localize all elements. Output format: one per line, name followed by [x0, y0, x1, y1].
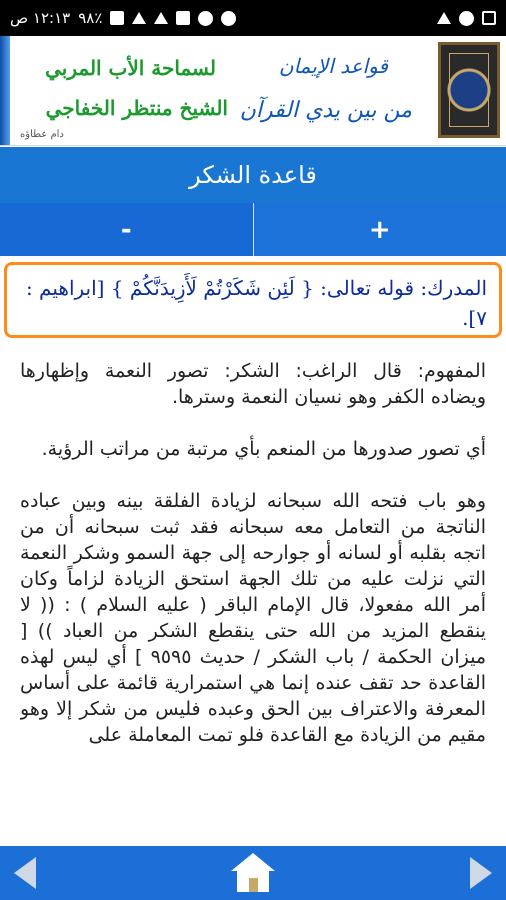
battery-icon — [110, 11, 124, 25]
arrow-right-icon[interactable] — [470, 857, 492, 889]
sim-icon — [176, 11, 190, 25]
page-title: قاعدة الشكر — [0, 147, 506, 203]
font-size-controls — [0, 203, 506, 256]
status-left — [10, 9, 236, 27]
signal-icon — [132, 12, 146, 24]
alarm-icon — [221, 11, 236, 26]
source-box: المدرك: قوله تعالى: { لَئِن شَكَرْتُمْ لَأَزِيدَنَّكُمْ } [ابراهيم : ٧]. — [4, 262, 502, 338]
increase-font-button[interactable]: + — [254, 203, 506, 256]
gallery-icon — [482, 11, 496, 25]
banner-author-line3: دام عطاؤه — [20, 129, 64, 140]
bottom-nav — [0, 846, 506, 900]
banner-title-line1: قواعد الإيمان — [278, 54, 388, 78]
banner-title-line2: من بين يدي القرآن — [239, 98, 412, 123]
arrow-left-icon[interactable] — [14, 857, 36, 889]
app-banner — [0, 36, 506, 146]
wifi-icon — [198, 11, 213, 26]
status-right — [437, 11, 496, 26]
paragraph: وهو باب فتحه الله سبحانه لزيادة الفلقة بينه وبين عباده الناتجة من التعامل معه سبحانه فقد ثبت سبحانه أن من اتجه بقلبه أو لسانه أو جوارحه إلى جهة السمو وشكر النعمة التي نزلت عليه من تلك الجهة استحق الزيادة لزاماً وكان أمر الله مفعولا، قال الإمام الباقر ( عليه السلام ) : (( لا ينقطع المزيد من الله حتى ينقطع الشكر من العباد )) [ ميزان الحكمة / باب الشكر / حديث ٩٥٩٥ ] أي ليس لهذه القاعدة حد تقف عنده إنما هي استمرارية قائمة على أساس المعرفة والاعتراف بين الحق وعبده فليس من شكر إلا وهو مقيم من الزيادة مع القاعدة فلو تمت المعاملة على — [20, 490, 486, 746]
home-icon[interactable] — [231, 853, 275, 893]
banner-author-line2: الشيخ منتظر الخفاجي — [45, 96, 228, 120]
battery-percent: ٩٨٪ — [78, 9, 103, 27]
article-content[interactable] — [20, 358, 486, 846]
banner-author-line1: لسماحة الأب المربي — [45, 56, 216, 80]
banner-stripe — [0, 36, 10, 145]
decrease-font-button[interactable]: - — [0, 203, 254, 256]
facebook-icon — [459, 11, 474, 26]
signal-icon-2 — [154, 12, 168, 24]
quran-book-image — [438, 42, 500, 138]
notification-icon — [437, 12, 451, 24]
paragraph: المفهوم: قال الراغب: الشكر: تصور النعمة وإظهارها ويضاده الكفر وهو نسيان النعمة وسترها. — [20, 360, 486, 408]
status-bar — [0, 0, 506, 36]
paragraph: أي تصور صدورها من المنعم بأي مرتبة من مراتب الرؤية. — [41, 438, 486, 460]
clock: ١٢:١٣ ص — [10, 9, 71, 27]
